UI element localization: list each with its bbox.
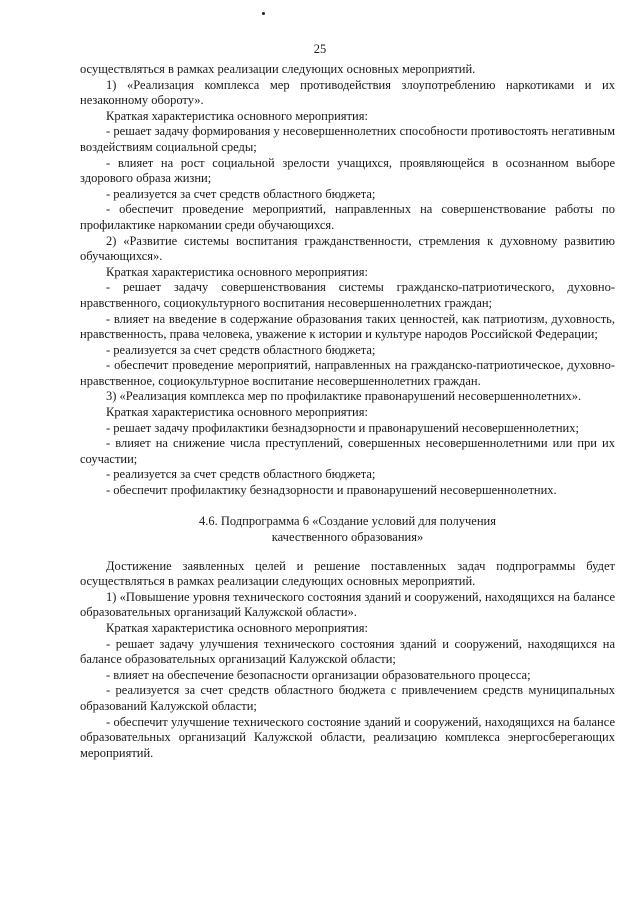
paragraph: - обеспечит профилактику безнадзорности и правонарушений несовершеннолетних. — [106, 483, 557, 498]
paragraph: - влияет на снижение числа преступлений, совершенных несовершеннолетними или при их соучастии; — [80, 436, 615, 466]
paragraph: - влияет на введение в содержание образования таких ценностей, как патриотизм, духовность, нравственность, права человека, уважение к истории и культуре народов Российской Федерации; — [80, 311, 615, 342]
paragraph: 3) «Реализация комплекса мер по профилактике правонарушений несовершеннолетних». — [106, 389, 582, 404]
paragraph: осуществляться в рамках реализации следующих основных мероприятий. — [80, 62, 476, 76]
paragraph: - реализуется за счет средств областного бюджета; — [106, 342, 376, 357]
paragraph: - влияет на рост социальной зрелости учащихся, проявляющейся в осознанном выборе здорового образа жизни; — [80, 155, 615, 186]
paragraph: - решает задачу улучшения технического состояния зданий и сооружений, находящихся на балансе образовательных организаций Калужской области; — [80, 636, 615, 667]
section-heading-line: качественного образования» — [271, 529, 424, 544]
paragraph: Краткая характеристика основного мероприятия: — [106, 405, 368, 420]
paragraph: - решает задачу профилактики безнадзорности и правонарушений несовершеннолетних; — [106, 420, 579, 435]
paragraph: - решает задачу формирования у несовершеннолетних способности противостоять негативным воздействиям социальной среды; — [80, 124, 615, 154]
paragraph: - реализуется за счет средств областного бюджета; — [106, 186, 376, 201]
scan-speck — [262, 12, 265, 15]
paragraph: Краткая характеристика основного мероприятия: — [106, 264, 368, 279]
paragraph: 2) «Развитие системы воспитания гражданственности, стремления к духовному развитию обучающихся». — [80, 233, 615, 264]
paragraph: 1) «Повышение уровня технического состояния зданий и сооружений, находящихся на балансе образовательных организаций Калужской области». — [80, 589, 615, 620]
paragraph: - реализуется за счет средств областного бюджета; — [106, 467, 376, 482]
paragraph: Краткая характеристика основного мероприятия: — [106, 108, 368, 123]
page-number: 25 — [313, 42, 327, 56]
paragraph: - обеспечит улучшение технического состояние зданий и сооружений, находящихся на балансе образовательных организаций Калужской области, реализацию комплекса энергосберегающих мероприятий. — [80, 714, 615, 760]
section-heading — [80, 513, 615, 545]
paragraph: - реализуется за счет средств областного бюджета с привлечением средств муниципальных образований Калужской области; — [80, 683, 615, 713]
paragraph: Достижение заявленных целей и решение поставленных задач подпрограммы будет осуществляться в рамках реализации следующих основных мероприятий. — [80, 558, 615, 589]
section-heading-line: 4.6. Подпрограмма 6 «Создание условий для получения — [199, 513, 496, 528]
paragraph: - обеспечит проведение мероприятий, направленных на совершенствование работы по профилактике наркомании среди обучающихся. — [80, 202, 615, 232]
paragraph: 1) «Реализация комплекса мер противодействия злоупотреблению наркотиками и их незаконному обороту». — [80, 77, 615, 108]
paragraph: - решает задачу совершенствования системы гражданско-патриотического, духовно-нравственного, социокультурного воспитания несовершеннолетних граждан; — [80, 280, 615, 310]
paragraph: - влияет на обеспечение безопасности организации образовательного процесса; — [106, 667, 531, 682]
paragraph: - обеспечит проведение мероприятий, направленных на гражданско-патриотическое, духовно-нравственное, социокультурное воспитание несовершеннолетних граждан. — [80, 358, 615, 388]
paragraph: Краткая характеристика основного мероприятия: — [106, 621, 368, 635]
document-body — [80, 62, 615, 761]
